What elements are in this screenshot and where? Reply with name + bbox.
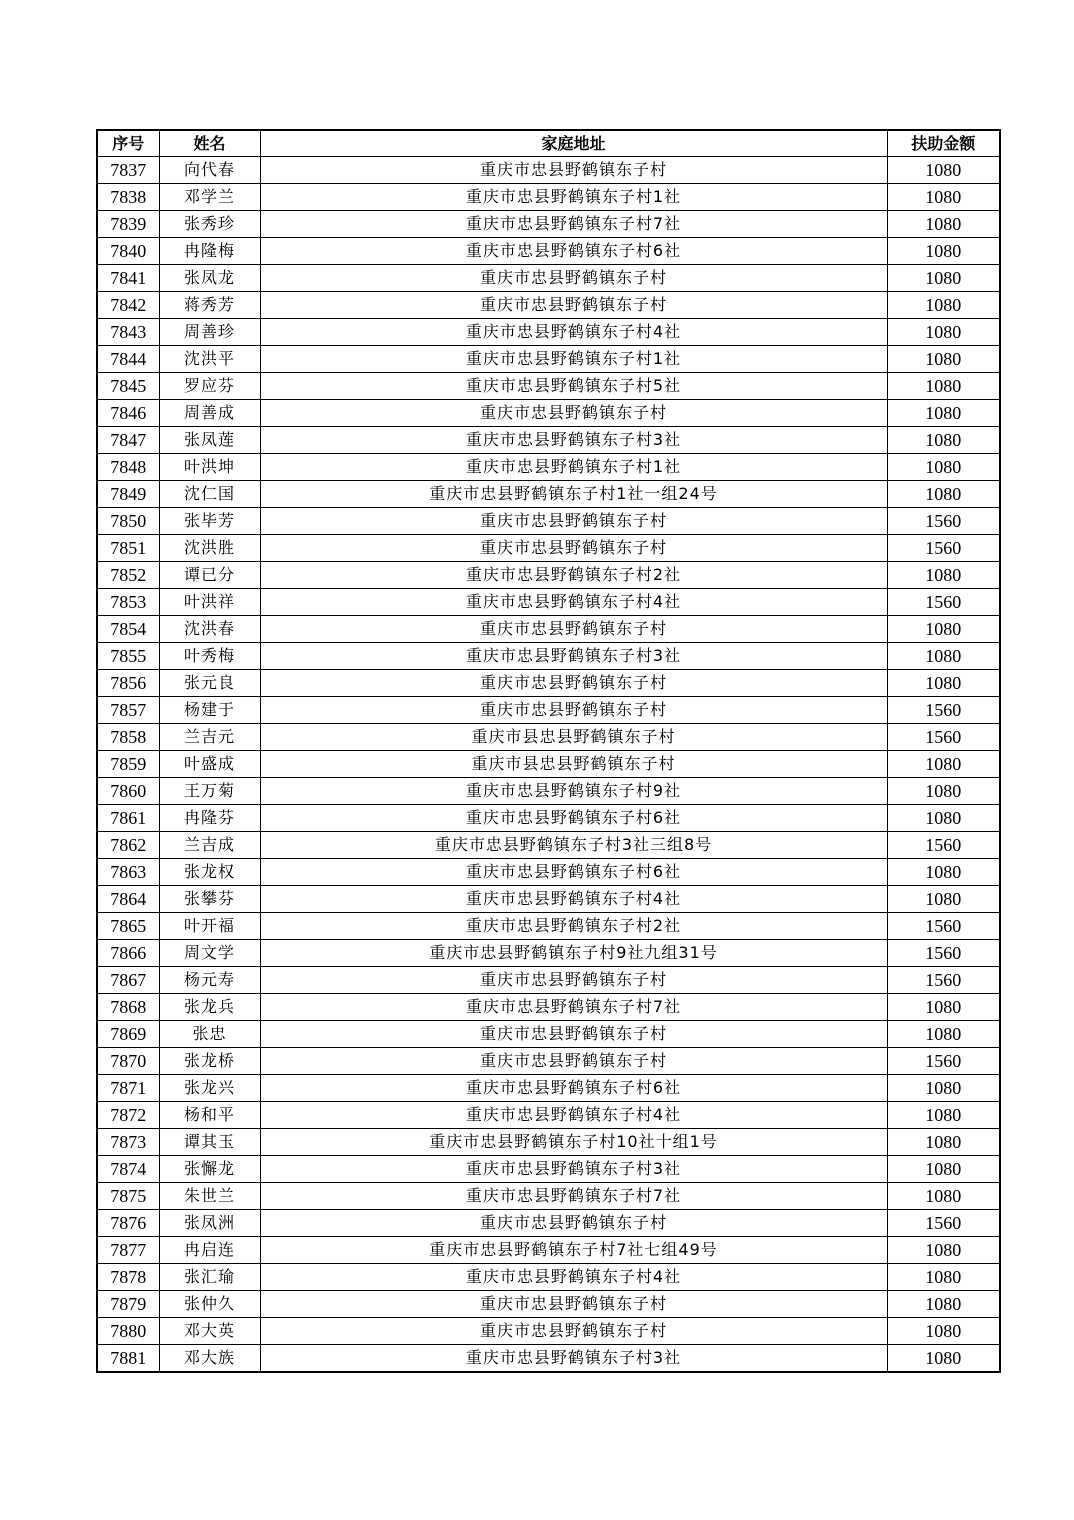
row-id: 7841 [97,265,159,292]
row-amount: 1080 [887,1318,1000,1345]
row-address: 重庆市忠县野鹤镇东子村9社九组31号 [260,940,887,967]
row-amount: 1080 [887,211,1000,238]
row-name: 沈洪春 [159,616,260,643]
table-row [97,616,1000,643]
row-amount: 1080 [887,400,1000,427]
row-name: 张凤龙 [159,265,260,292]
row-address: 重庆市忠县野鹤镇东子村 [260,157,887,184]
row-amount: 1560 [887,913,1000,940]
row-amount: 1560 [887,589,1000,616]
table-row [97,1156,1000,1183]
table-row [97,184,1000,211]
row-name: 叶盛成 [159,751,260,778]
row-amount: 1080 [887,616,1000,643]
row-address: 重庆市忠县野鹤镇东子村2社 [260,562,887,589]
row-amount: 1080 [887,994,1000,1021]
row-id: 7837 [97,157,159,184]
row-id: 7868 [97,994,159,1021]
row-id: 7855 [97,643,159,670]
table-row [97,400,1000,427]
row-address: 重庆市忠县野鹤镇东子村3社 [260,1345,887,1373]
row-amount: 1080 [887,238,1000,265]
table-row [97,913,1000,940]
row-name: 邓学兰 [159,184,260,211]
row-address: 重庆市忠县野鹤镇东子村3社 [260,643,887,670]
row-name: 张懈龙 [159,1156,260,1183]
row-address: 重庆市忠县野鹤镇东子村3社三组8号 [260,832,887,859]
row-address: 重庆市忠县野鹤镇东子村 [260,967,887,994]
row-amount: 1560 [887,1048,1000,1075]
table-row [97,805,1000,832]
row-amount: 1080 [887,292,1000,319]
table-row [97,886,1000,913]
table-row [97,1237,1000,1264]
table-row [97,292,1000,319]
table-row [97,319,1000,346]
row-amount: 1080 [887,1102,1000,1129]
row-amount: 1080 [887,670,1000,697]
row-id: 7856 [97,670,159,697]
row-address: 重庆市忠县野鹤镇东子村1社 [260,454,887,481]
row-name: 冉隆梅 [159,238,260,265]
row-amount: 1080 [887,751,1000,778]
table-row [97,535,1000,562]
row-amount: 1080 [887,481,1000,508]
row-amount: 1080 [887,643,1000,670]
row-address: 重庆市忠县野鹤镇东子村1社 [260,184,887,211]
row-address: 重庆市忠县野鹤镇东子村1社一组24号 [260,481,887,508]
table-row [97,157,1000,184]
row-id: 7851 [97,535,159,562]
table-row [97,346,1000,373]
row-id: 7852 [97,562,159,589]
row-name: 叶开福 [159,913,260,940]
row-id: 7838 [97,184,159,211]
row-name: 谭已分 [159,562,260,589]
row-id: 7861 [97,805,159,832]
table-row [97,481,1000,508]
row-address: 重庆市忠县野鹤镇东子村 [260,670,887,697]
table-body [97,157,1000,1373]
row-name: 杨和平 [159,1102,260,1129]
row-address: 重庆市忠县野鹤镇东子村 [260,535,887,562]
row-name: 杨元寿 [159,967,260,994]
table-row [97,1291,1000,1318]
row-name: 沈仁国 [159,481,260,508]
row-address: 重庆市忠县野鹤镇东子村2社 [260,913,887,940]
header-row [97,130,1000,157]
row-id: 7842 [97,292,159,319]
row-address: 重庆市忠县野鹤镇东子村 [260,616,887,643]
table-row [97,1075,1000,1102]
row-name: 冉隆芬 [159,805,260,832]
row-address: 重庆市忠县野鹤镇东子村4社 [260,1102,887,1129]
header-amount: 扶助金额 [887,130,1000,157]
row-address: 重庆市县忠县野鹤镇东子村 [260,751,887,778]
row-name: 周善珍 [159,319,260,346]
row-amount: 1560 [887,832,1000,859]
row-name: 周善成 [159,400,260,427]
table-row [97,940,1000,967]
row-id: 7839 [97,211,159,238]
row-address: 重庆市忠县野鹤镇东子村4社 [260,1264,887,1291]
row-id: 7859 [97,751,159,778]
row-address: 重庆市忠县野鹤镇东子村7社 [260,1183,887,1210]
row-id: 7844 [97,346,159,373]
row-address: 重庆市忠县野鹤镇东子村 [260,697,887,724]
row-name: 张仲久 [159,1291,260,1318]
row-id: 7880 [97,1318,159,1345]
row-address: 重庆市忠县野鹤镇东子村 [260,1291,887,1318]
table-row [97,994,1000,1021]
table-row [97,670,1000,697]
table-row [97,1345,1000,1373]
row-id: 7871 [97,1075,159,1102]
row-amount: 1080 [887,373,1000,400]
row-id: 7845 [97,373,159,400]
table-row [97,427,1000,454]
row-address: 重庆市忠县野鹤镇东子村5社 [260,373,887,400]
table-row [97,859,1000,886]
table-row [97,1264,1000,1291]
row-amount: 1080 [887,1156,1000,1183]
header-id: 序号 [97,130,159,157]
row-amount: 1080 [887,1183,1000,1210]
row-address: 重庆市忠县野鹤镇东子村 [260,1021,887,1048]
row-name: 蒋秀芳 [159,292,260,319]
row-name: 罗应芬 [159,373,260,400]
row-amount: 1080 [887,1075,1000,1102]
row-amount: 1560 [887,535,1000,562]
row-address: 重庆市县忠县野鹤镇东子村 [260,724,887,751]
row-address: 重庆市忠县野鹤镇东子村9社 [260,778,887,805]
row-name: 冉启连 [159,1237,260,1264]
row-id: 7854 [97,616,159,643]
row-address: 重庆市忠县野鹤镇东子村 [260,1210,887,1237]
row-address: 重庆市忠县野鹤镇东子村6社 [260,1075,887,1102]
table-row [97,265,1000,292]
row-id: 7877 [97,1237,159,1264]
row-amount: 1080 [887,1291,1000,1318]
row-name: 周文学 [159,940,260,967]
row-id: 7866 [97,940,159,967]
row-amount: 1080 [887,859,1000,886]
row-name: 张汇瑜 [159,1264,260,1291]
row-id: 7867 [97,967,159,994]
row-name: 向代春 [159,157,260,184]
row-id: 7853 [97,589,159,616]
table-row [97,1183,1000,1210]
row-id: 7840 [97,238,159,265]
row-amount: 1080 [887,1264,1000,1291]
row-address: 重庆市忠县野鹤镇东子村7社七组49号 [260,1237,887,1264]
row-name: 王万菊 [159,778,260,805]
table-row [97,1021,1000,1048]
row-address: 重庆市忠县野鹤镇东子村6社 [260,805,887,832]
row-name: 张龙权 [159,859,260,886]
row-id: 7858 [97,724,159,751]
table-row [97,1210,1000,1237]
row-amount: 1080 [887,427,1000,454]
table-row [97,643,1000,670]
table-row [97,454,1000,481]
header-address: 家庭地址 [260,130,887,157]
row-id: 7875 [97,1183,159,1210]
row-id: 7862 [97,832,159,859]
row-address: 重庆市忠县野鹤镇东子村7社 [260,211,887,238]
row-address: 重庆市忠县野鹤镇东子村3社 [260,427,887,454]
row-id: 7849 [97,481,159,508]
row-name: 张龙兵 [159,994,260,1021]
row-id: 7876 [97,1210,159,1237]
row-address: 重庆市忠县野鹤镇东子村6社 [260,238,887,265]
row-amount: 1080 [887,1129,1000,1156]
row-address: 重庆市忠县野鹤镇东子村 [260,400,887,427]
row-id: 7878 [97,1264,159,1291]
row-id: 7843 [97,319,159,346]
table-row [97,967,1000,994]
row-name: 张凤洲 [159,1210,260,1237]
row-id: 7873 [97,1129,159,1156]
row-address: 重庆市忠县野鹤镇东子村7社 [260,994,887,1021]
row-name: 叶洪祥 [159,589,260,616]
row-name: 沈洪平 [159,346,260,373]
row-id: 7857 [97,697,159,724]
row-name: 张凤莲 [159,427,260,454]
row-amount: 1560 [887,967,1000,994]
row-name: 邓大英 [159,1318,260,1345]
row-id: 7881 [97,1345,159,1373]
table-row [97,373,1000,400]
row-amount: 1080 [887,1021,1000,1048]
row-id: 7860 [97,778,159,805]
row-address: 重庆市忠县野鹤镇东子村10社十组1号 [260,1129,887,1156]
row-amount: 1080 [887,1345,1000,1373]
row-amount: 1560 [887,697,1000,724]
row-amount: 1080 [887,778,1000,805]
table-row [97,562,1000,589]
row-address: 重庆市忠县野鹤镇东子村4社 [260,886,887,913]
row-id: 7847 [97,427,159,454]
row-amount: 1080 [887,1237,1000,1264]
row-amount: 1560 [887,724,1000,751]
row-id: 7863 [97,859,159,886]
row-amount: 1080 [887,184,1000,211]
row-address: 重庆市忠县野鹤镇东子村 [260,292,887,319]
row-amount: 1080 [887,886,1000,913]
row-address: 重庆市忠县野鹤镇东子村4社 [260,319,887,346]
row-name: 兰吉成 [159,832,260,859]
row-amount: 1080 [887,319,1000,346]
row-id: 7846 [97,400,159,427]
header-name: 姓名 [159,130,260,157]
table-row [97,238,1000,265]
row-id: 7865 [97,913,159,940]
row-id: 7879 [97,1291,159,1318]
row-name: 张忠 [159,1021,260,1048]
row-name: 朱世兰 [159,1183,260,1210]
table-row [97,1048,1000,1075]
row-address: 重庆市忠县野鹤镇东子村6社 [260,859,887,886]
row-name: 张毕芳 [159,508,260,535]
row-id: 7848 [97,454,159,481]
row-name: 兰吉元 [159,724,260,751]
row-amount: 1080 [887,562,1000,589]
row-id: 7850 [97,508,159,535]
table-row [97,724,1000,751]
subsidy-table [96,129,1001,1373]
row-amount: 1080 [887,805,1000,832]
table-row [97,1318,1000,1345]
table-row [97,508,1000,535]
row-amount: 1080 [887,454,1000,481]
row-name: 张秀珍 [159,211,260,238]
row-amount: 1560 [887,940,1000,967]
row-id: 7874 [97,1156,159,1183]
row-amount: 1080 [887,157,1000,184]
row-address: 重庆市忠县野鹤镇东子村4社 [260,589,887,616]
row-amount: 1560 [887,1210,1000,1237]
row-id: 7870 [97,1048,159,1075]
row-name: 谭其玉 [159,1129,260,1156]
row-address: 重庆市忠县野鹤镇东子村1社 [260,346,887,373]
row-address: 重庆市忠县野鹤镇东子村 [260,1318,887,1345]
row-name: 叶秀梅 [159,643,260,670]
row-address: 重庆市忠县野鹤镇东子村 [260,265,887,292]
row-amount: 1560 [887,508,1000,535]
table-row [97,751,1000,778]
row-address: 重庆市忠县野鹤镇东子村 [260,1048,887,1075]
row-id: 7869 [97,1021,159,1048]
row-name: 杨建于 [159,697,260,724]
row-name: 张攀芬 [159,886,260,913]
row-name: 张龙桥 [159,1048,260,1075]
row-address: 重庆市忠县野鹤镇东子村 [260,508,887,535]
table-row [97,778,1000,805]
table-row [97,211,1000,238]
row-name: 沈洪胜 [159,535,260,562]
row-name: 张元良 [159,670,260,697]
table-row [97,697,1000,724]
row-address: 重庆市忠县野鹤镇东子村3社 [260,1156,887,1183]
row-name: 叶洪坤 [159,454,260,481]
table-row [97,1102,1000,1129]
row-amount: 1080 [887,265,1000,292]
table-row [97,589,1000,616]
row-id: 7872 [97,1102,159,1129]
table-row [97,1129,1000,1156]
row-name: 邓大族 [159,1345,260,1373]
row-id: 7864 [97,886,159,913]
row-name: 张龙兴 [159,1075,260,1102]
row-amount: 1080 [887,346,1000,373]
table-row [97,832,1000,859]
